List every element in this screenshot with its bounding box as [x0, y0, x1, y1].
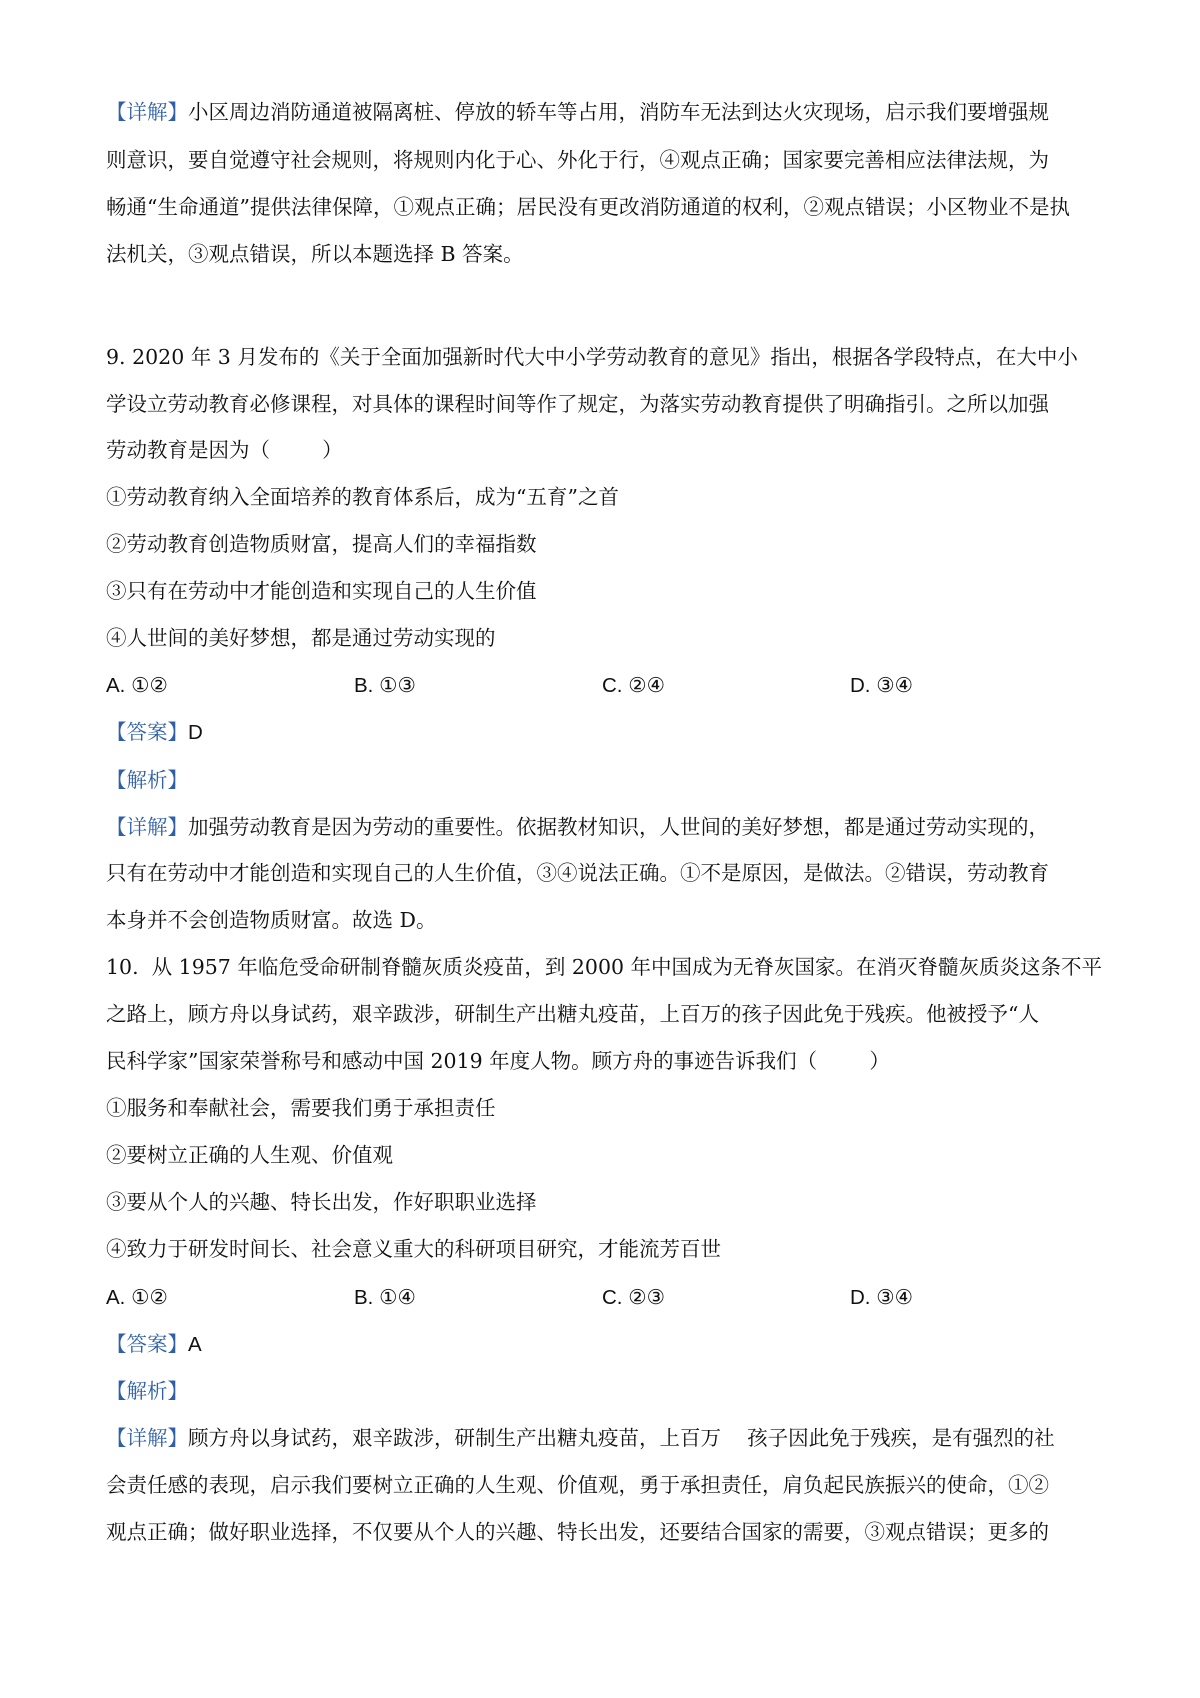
q9-stem-line-2: 学设立劳动教育必修课程，对具体的课程时间等作了规定，为落实劳动教育提供了明确指引。之所以加强	[106, 392, 1049, 416]
q9-stem-line-3: 劳动教育是因为（ ）	[106, 438, 343, 462]
q9-detail-line-1: 【详解】加强劳动教育是因为劳动的重要性。依据教材知识，人世间的美好梦想，都是通过劳动实现的，	[106, 815, 1049, 839]
detail-tag: 【详解】	[106, 100, 188, 124]
answer-tag: 【答案】	[106, 1332, 188, 1356]
q9-option-d: D. ③④	[850, 673, 913, 697]
q9-answer	[106, 718, 203, 747]
q10-stem-line-1: 10. 从 1957 年临危受命研制脊髓灰质炎疫苗，到 2000 年中国成为无脊灰国家。在消灭脊髓灰质炎这条不平	[106, 955, 1103, 979]
q10-answer	[106, 1330, 202, 1359]
q9-statement-4: ④人世间的美好梦想，都是通过劳动实现的	[106, 626, 496, 650]
q9-detail-line-3: 本身并不会创造物质财富。故选 D。	[106, 908, 437, 932]
prev-detail-line-1: 【详解】小区周边消防通道被隔离桩、停放的轿车等占用，消防车无法到达火灾现场，启示我们要增强规	[106, 100, 1049, 124]
q10-detail-line-2: 会责任感的表现，启示我们要树立正确的人生观、价值观，勇于承担责任，肩负起民族振兴的使命，①②	[106, 1473, 1049, 1497]
q9-detail-line-2: 只有在劳动中才能创造和实现自己的人生价值，③④说法正确。①不是原因，是做法。②错误，劳动教育	[106, 861, 1049, 885]
q10-option-b: B. ①④	[354, 1285, 416, 1309]
detail-tag: 【详解】	[106, 1426, 188, 1450]
q10-stem-line-3: 民科学家”国家荣誉称号和感动中国 2019 年度人物。顾方舟的事迹告诉我们（ ）	[106, 1049, 890, 1073]
answer-value: D	[188, 721, 203, 744]
q9-option-b: B. ①③	[354, 673, 416, 697]
detail-tag: 【详解】	[106, 815, 188, 839]
prev-detail-line-2: 则意识，要自觉遵守社会规则，将规则内化于心、外化于行，④观点正确；国家要完善相应法律法规，为	[106, 148, 1049, 172]
q10-statement-2: ②要树立正确的人生观、价值观	[106, 1143, 393, 1167]
q10-detail-line-3: 观点正确；做好职业选择，不仅要从个人的兴趣、特长出发，还要结合国家的需要，③观点错误；更多的	[106, 1520, 1049, 1544]
q10-option-d: D. ③④	[850, 1285, 913, 1309]
q9-stem-line-1: 9. 2020 年 3 月发布的《关于全面加强新时代大中小学劳动教育的意见》指出，根据各学段特点，在大中小	[106, 345, 1078, 369]
answer-tag: 【答案】	[106, 720, 188, 744]
q9-analysis-tag: 【解析】	[106, 768, 188, 792]
q9-statement-2: ②劳动教育创造物质财富，提高人们的幸福指数	[106, 532, 537, 556]
q10-statement-3: ③要从个人的兴趣、特长出发，作好职职业选择	[106, 1190, 537, 1214]
q9-statement-3: ③只有在劳动中才能创造和实现自己的人生价值	[106, 579, 537, 603]
answer-value: A	[188, 1333, 202, 1356]
q9-option-c: C. ②④	[602, 673, 665, 697]
q9-option-a: A. ①②	[106, 673, 168, 697]
q10-statement-4: ④致力于研发时间长、社会意义重大的科研项目研究，才能流芳百世	[106, 1237, 721, 1261]
q9-statement-1: ①劳动教育纳入全面培养的教育体系后，成为“五育”之首	[106, 485, 619, 509]
q10-stem-line-2: 之路上，顾方舟以身试药，艰辛跋涉，研制生产出糖丸疫苗，上百万的孩子因此免于残疾。他被授予“人	[106, 1002, 1039, 1026]
prev-detail-line-4: 法机关，③观点错误，所以本题选择 B 答案。	[106, 242, 524, 266]
q10-option-a: A. ①②	[106, 1285, 168, 1309]
q10-detail-line-1: 【详解】顾方舟以身试药，艰辛跋涉，研制生产出糖丸疫苗，上百万 孩子因此免于残疾，是有强烈的社	[106, 1426, 1055, 1450]
prev-detail-line-3: 畅通“生命通道”提供法律保障，①观点正确；居民没有更改消防通道的权利，②观点错误；小区物业不是执	[106, 195, 1070, 219]
q10-statement-1: ①服务和奉献社会，需要我们勇于承担责任	[106, 1096, 496, 1120]
q10-analysis-tag: 【解析】	[106, 1379, 188, 1403]
q10-option-c: C. ②③	[602, 1285, 665, 1309]
